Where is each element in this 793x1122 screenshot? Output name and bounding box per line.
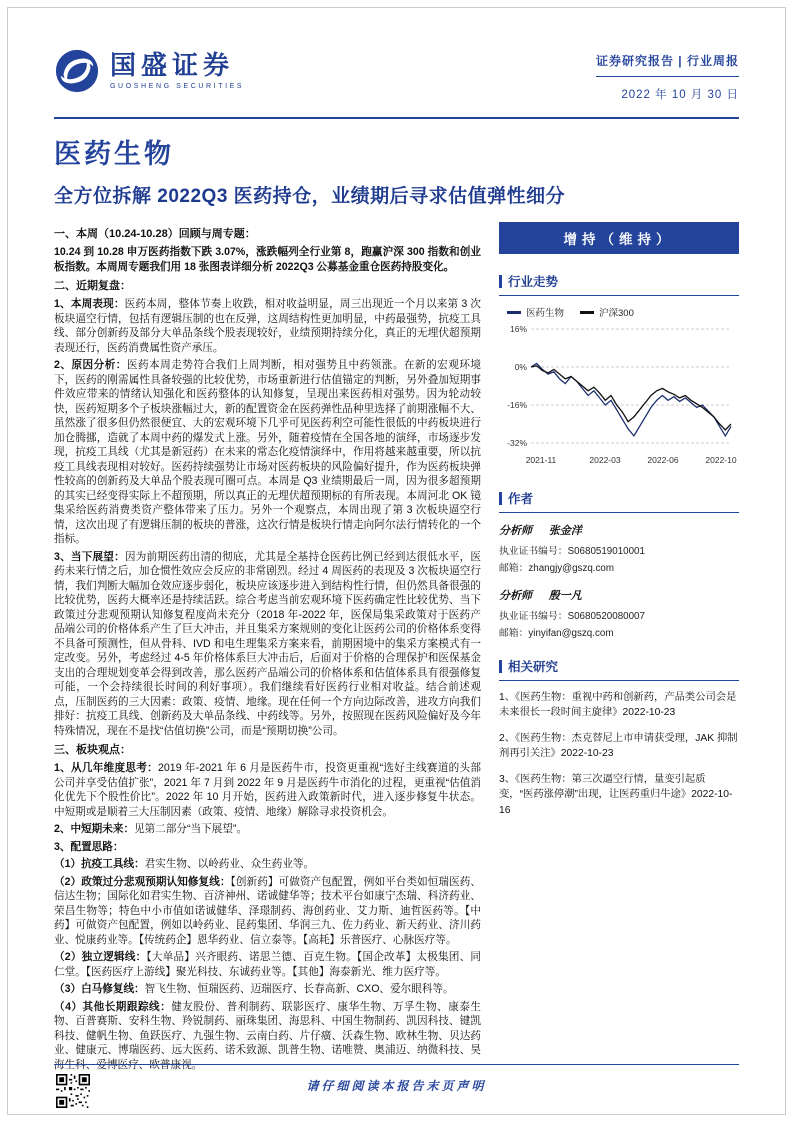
section-heading: 三、板块观点： [54, 744, 131, 757]
paragraph-text: 因为前期医药出清的彻底，尤其是全基持仓医药比例已经到达很低水平，医药未来行情之后，加仓惯性效应会反应的非常剧烈。经过 4 周医药的表现及 3 次板块逼空行情，我们判断大幅加仓效应逐步弱化，板块应该逐步进入到结构性行情，但仍然具备很强的比较优势，医药大概率还是持续活跃。综合考虑当前宏观环境下医药确定性比较优势、当下政策过分悲观预期认知修复程度尚未充分（2018 年-2022 年，医保局集采政策对于医药产品端公司的价格体系产生了巨大冲击，并且集采方案规则的变化让医药公司的价格体系变得不具备可预测性，但从骨科、IVD 和电生理集采方案来看，前期困境中的集采方案模式有一定改变。另外，考虑经过 4-5 年价格体系巨大冲击后，后面对于价格的合理保护和医保基金支出的合理规划变革会得到改善，那么医药产品端公司的价格体系和估值体系具有很强修复可能，一个会持续很长时间的利好事项）。我们继续看好医药行业相对收益。结合前述观点，压制医药的三大因素：政策、疫情、地缘。现在任何一个方向边际改善，进攻方向我们排好：抗疫工具线、创新药及大单品条线、中药线等。另外，按照现在医药风险偏好及今年特殊情况，现在不是找“估值切换”公司，而是“预期切换”公司。 [54, 550, 481, 737]
author-name: 张金洋 [548, 525, 582, 537]
paragraph-text: 2019 年-2021 年 6 月是医药牛市，投资更重视“选好主线赛道的头部公司并享受估值扩张”，2021 年 7 月到 2022 年 9 月是医药牛市消化的过程，更重视“估值消化优先下个股性价比”。2022 年 10 月开始，医药进入政策新时代，进入逐步修复牛状态。中短期或是顺着三大压制因素（政策、疫情、地缘）解除寻求投资机会。 [54, 762, 481, 818]
svg-text:2022-03: 2022-03 [589, 455, 621, 465]
related-research-item: 3、《医药生物：第三次逼空行情，量变引起质变，“医药涨停潮”出现，让医药重归牛途》2022-10-16 [499, 773, 733, 816]
paragraph: 10.24 到 10.28 申万医药指数下跌 3.07%，涨跌幅列全行业第 8，跑赢沪深 300 指数和创业板指数。本周周专题我们用 18 张图表详细分析 2022Q3 公募基金重仓医药持股变化。 [54, 246, 481, 273]
authors-section-title [499, 489, 739, 513]
paragraph [54, 761, 481, 819]
header-right [596, 48, 739, 102]
legend-item [507, 305, 564, 319]
section-heading: 二、近期复盘： [54, 280, 131, 293]
rating-badge: 增持（维持） [499, 222, 739, 254]
author-email: 邮箱：zhangjy@gszq.com [499, 563, 615, 574]
paragraph-text: 健友股份、普利制药、联影医疗、康华生物、万孚生物、康泰生物、百普赛斯、安科生物、羚锐制药、丽珠集团、海思科、中国生物制药、凯因科技、键凯科技、健帆生物、鱼跃医疗、九强生物、云南白药、片仔癀、沃森生物、欧林生物、贝达药业、健康元、博瑞医药、远大医药、诺禾致源、凯普生物、诺唯赞、奥浦迈、纳微科技、昊海生科、爱博医疗、欧普康视。 [54, 1000, 481, 1070]
trend-title-label: 行业走势 [508, 275, 559, 289]
legend-swatch-hs300 [580, 311, 594, 314]
svg-text:-16%: -16% [507, 400, 527, 410]
accent-bar-icon [499, 660, 502, 673]
author-role: 分析师 [499, 525, 532, 537]
chart-legend [507, 305, 739, 319]
content-columns [54, 222, 739, 1070]
paragraph [54, 982, 481, 997]
qr-code-icon [56, 1074, 90, 1108]
paragraph-lead: 2、中短期未来： [54, 823, 135, 836]
related-research-item: 2、《医药生物：杰克替尼上市申请获受理，JAK 抑制剂再引关注》2022-10-23 [499, 732, 738, 760]
related-title-label: 相关研究 [508, 660, 559, 674]
svg-text:2022-06: 2022-06 [647, 455, 679, 465]
legend-label-pharma: 医药生物 [526, 308, 565, 319]
footer-disclaimer: 请仔细阅读本报告末页声明 [306, 1079, 487, 1093]
paragraph [54, 550, 481, 739]
paragraph-lead: 2、原因分析： [54, 359, 127, 372]
brand-subtitle: GUOSHENG SECURITIES [110, 83, 245, 90]
report-date: 2022 年 10 月 30 日 [621, 89, 739, 101]
report-type-label: 证券研究报告 | 行业周报 [596, 52, 739, 77]
paragraph-text: 医药本周，整体节奏上收跌，相对收益明显，周三出现近一个月以来第 3 次板块逼空行情，包括有逻辑压制的也在反弹，这周结构性更加明显，中药最强势，抗疫工具线、部分创新药及部分大单品条线个股表现较好，业绩预期持续分化，真正的无埋伏超预期表现还行，医药消费属性资产承压。 [54, 298, 481, 354]
legend-swatch-pharma [507, 311, 521, 314]
paragraph [54, 840, 481, 855]
svg-text:2021-11: 2021-11 [525, 455, 557, 465]
author-row [499, 522, 739, 538]
footer-divider [54, 1064, 739, 1065]
report-sidebar [499, 222, 739, 1070]
accent-bar-icon [499, 492, 502, 505]
paragraph [54, 875, 481, 948]
paragraph-text: 医药本周走势符合我们上周判断，相对强势且中药领涨。在新的宏观环境下，医药的刚需属性具备较强的比较优势，市场重新进行估值锚定的判断，另外叠加短期事件效应带来的情绪认知强化和医药整体的认知修复，呈现出来医药相对强势。因为轮动较快，医药短期多个子板块涨幅过大，新的配置资金在医药弹性品种里选择了前期涨幅不大、虽然涨了很多但仍然很便宜、大的宏观环境下几乎可见医药利空可能性很低的中药板块进行加仓腾挪，造就了本周中药的爆发式上涨。另外，随着疫情在全国各地的演绎，市场逐步发现，抗疫工具线（尤其是新冠药）在未来的常态化疫情演绎中，作用将越来越重要，所以抗疫工具线表现相对较好。医药持续强势让市场对医药板块的风险偏好提升，作为医药板块弹性较高的创新药及大单品个股表现可圈可点。本周是 Q3 业绩期最后一周，因为很多超预期的其实已经变得实际上不超预期，所以真正的无埋伏超预期标的有所表现。本周河北 OK 镜集采给医药消费类资产整体带来了压力。另外一个观察点，本周出现了第 3 次板块逼空行情，这次出现了有逻辑压制的板块的普涨，这次行情是板块行情走向阿尔法行情转化的一个指标。 [54, 359, 481, 546]
svg-text:2022-10: 2022-10 [705, 455, 737, 465]
paragraph [54, 822, 481, 837]
paragraph [54, 358, 481, 547]
paragraph-lead: （1）抗疫工具线： [54, 858, 145, 871]
trend-section-title [499, 272, 739, 296]
author-block [499, 587, 739, 639]
report-footer [54, 1064, 739, 1108]
paragraph-lead: 1、从几年维度思考： [54, 762, 159, 775]
paragraph-text: 【大单品】兴齐眼药、诺思兰德、百克生物。【国企改革】太极集团、同仁堂。【医药医疗上游线】聚光科技、东诚药业等。【其他】海泰新光、维力医疗等。 [54, 951, 481, 978]
section-heading: 一、本周（10.24-10.28）回顾与周专题： [54, 228, 256, 240]
paragraph-lead: （2）独立逻辑线： [54, 951, 147, 964]
report-headline: 全方位拆解 2022Q3 医药持仓，业绩期后寻求估值弹性细分 [54, 186, 566, 207]
paragraph-lead: （2）政策过分悲观预期认知修复线： [54, 875, 231, 888]
related-research-item: 1、《医药生物：重视中药和创新药，产品类公司会是未来很长一段时间主旋律》2022-10-23 [499, 692, 737, 719]
authors-section [499, 489, 739, 639]
paragraph-lead: 3、配置思路： [54, 840, 124, 853]
brand-text [110, 52, 244, 90]
report-header [54, 48, 739, 102]
paragraph-lead: （4）其他长期跟踪线： [54, 1000, 172, 1013]
svg-text:16%: 16% [509, 324, 527, 334]
svg-text:-32%: -32% [507, 438, 527, 448]
svg-text:0%: 0% [514, 362, 527, 372]
author-email: 邮箱：yinyifan@gszq.com [499, 628, 614, 639]
paragraph [54, 950, 481, 979]
guosheng-logo-icon [54, 48, 100, 94]
author-role: 分析师 [499, 590, 532, 602]
industry-trend-chart [499, 319, 737, 471]
industry-title: 医药生物 [54, 139, 174, 169]
paragraph-text: 见第二部分“当下展望”。 [134, 823, 248, 836]
author-cert: 执业证书编号：S0680519010001 [499, 546, 645, 557]
paragraph-lead: 3、当下展望： [54, 550, 125, 563]
paragraph-lead: 1、本周表现： [54, 298, 125, 311]
industry-trend-section [499, 272, 739, 471]
brand-name: 国盛证券 [110, 50, 235, 80]
header-divider [54, 117, 739, 119]
brand-block [54, 48, 244, 94]
paragraph [54, 857, 481, 872]
paragraph-text: 【创新药】可做资产包配置，例如平台类如恒瑞医药、信达生物；国际化如君实生物、百济神州、诺诚健华等；技术平台如康宁杰瑞、科济药业、荣昌生物等；特色中小市值如诺诚健华、泽璟制药、海创药业、艾力斯、迪哲医药等。【中药】可做资产包配置，例如以岭药业、昆药集团、华润三九、佐力药业、新天药业、济川药业、悦康药业等。【传统药企】恩华药业、信立泰等。【高耗】乐普医疗、心脉医疗等。 [54, 875, 482, 946]
related-section-title [499, 657, 739, 681]
author-row [499, 587, 739, 603]
paragraph [54, 297, 481, 355]
paragraph [54, 1000, 481, 1070]
paragraph-text: 智飞生物、恒瑞医药、迈瑞医疗、长春高新、CXO、爱尔眼科等。 [144, 983, 454, 996]
legend-label-hs300: 沪深300 [599, 308, 634, 319]
paragraph-text: 君实生物、以岭药业、众生药业等。 [144, 858, 315, 871]
report-body [54, 222, 481, 1070]
author-cert: 执业证书编号：S0680520080007 [499, 611, 645, 622]
author-name: 殷一凡 [548, 590, 582, 602]
accent-bar-icon [499, 275, 502, 288]
legend-item [580, 305, 634, 319]
paragraph-lead: （3）白马修复线： [54, 983, 145, 996]
related-research-section [499, 657, 739, 818]
author-block [499, 522, 739, 574]
authors-title-label: 作者 [508, 492, 534, 506]
